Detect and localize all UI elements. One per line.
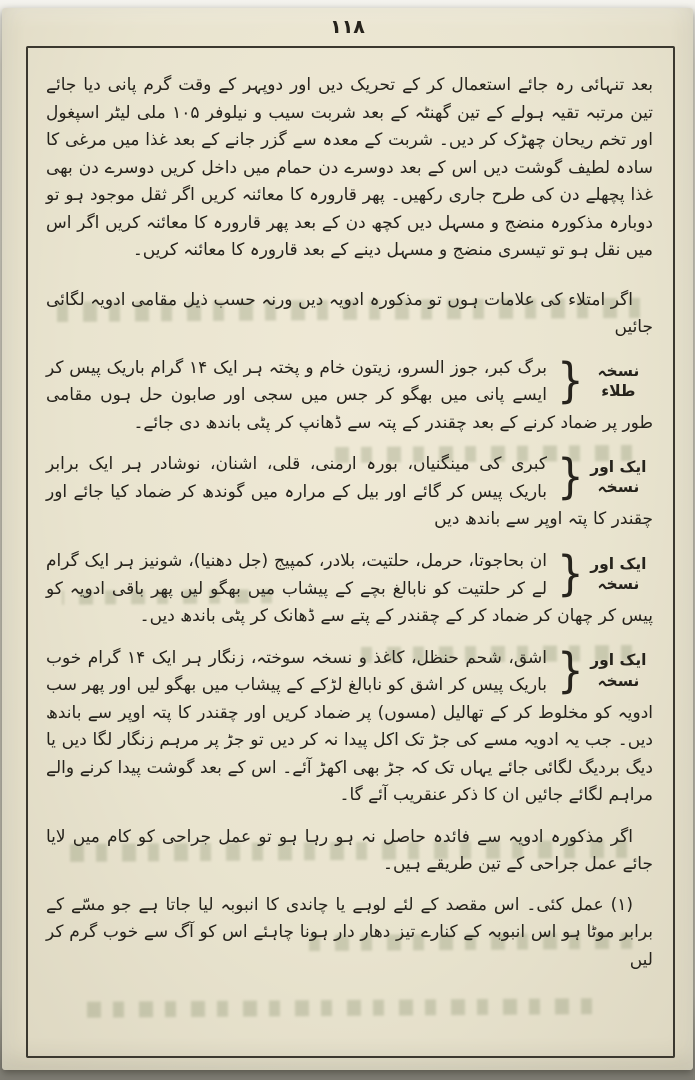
brace-icon: {	[557, 642, 584, 698]
section-label-group	[557, 642, 653, 698]
section-label-group	[557, 451, 653, 503]
prescription-section-tila	[46, 352, 653, 438]
prescription-section-3	[46, 545, 653, 631]
section-label-group	[557, 545, 653, 601]
brace-icon: {	[557, 352, 584, 408]
page-content	[46, 72, 653, 1046]
page-number: ۱۱۸	[330, 16, 365, 38]
local-remedies-paragraph: اگر امتلاء کی علامات ہوں تو مذکورہ ادویہ دیں ورنہ حسب ذیل مقامی ادویہ لگائی جائیں	[46, 289, 653, 338]
method-1-paragraph: (۱) عمل کئی۔ اس مقصد کے لئے لوہے یا چاندی کا انبوبہ لیا جاتا ہے جو مسّے کے برابر موٹا ہو اس انبوبہ کے کنارے تیز دھار دار ہونا چاہئے اس کو آگ سے خوب گرم کر لیں	[46, 894, 653, 970]
section-text: کبری کی مینگنیاں، بورہ ارمنی، قلی، اشنان، نوشادر ہر ایک برابر باریک پیس کر گائے اور بیل کے مرارہ میں گوندھ کر ضماد کیا جائے اور چقندر کا پتہ اوپر سے باندھ دیں	[46, 454, 653, 530]
section-text: اشق، شحم حنظل، کاغذ و نسخہ سوختہ، زنگار ہر ایک ۱۴ گرام خوب باریک پیس کر اشق کو نابالغ لڑکے کے پیشاب میں بھگو لیں اور پھر سب ادویہ کو مخلوط کر کے تھالیل (مسوں) پر ضماد کریں اور چقندر کا پتہ اوپر سے باندھ دیں۔ جب یہ ادویہ مسے کی جڑ تک اکل پیدا نہ کر دیں تو جڑ پر مرہم زنگار لگا دیں یا دیگ بردیگ لگائی جائے یہاں تک کہ جڑ بھی اکھڑ آئے۔ اس کے بعد گوشت پیدا کرنے والے مراہم لگائے جائیں ان کا ذکر عنقریب آئے گا۔	[46, 647, 653, 806]
section-text: ان بحاجوتا، حرمل، حلتیت، بلادر، کمپیج (جل دھنیا)، شونیز ہر ایک گرام لے کر حلتیت کو نابالغ بچے کے پیشاب میں بھگو لیں پھر باقی ادویہ کو پیس کر چھان کر ضماد کر کے چقندر کے پتے سے ڈھانک کر پٹی باندھ دیں۔	[46, 550, 653, 627]
section-label-group	[557, 352, 653, 408]
section-label: ایک اور نسخہ	[590, 651, 647, 690]
section-label: ایک اور نسخہ	[590, 458, 647, 497]
section-label: نسخہ طلاء	[597, 361, 640, 400]
intro-paragraph: بعد تنہائی رہ جائے استعمال کر کے تحریک دیں اور دوپہر کے وقت گرم پانی دیا جائے تین مرتبہ تقیہ ہولے کے تین گھنٹہ کے بعد شربت سیب و نیلوفر ۱۰۵ ملی لیٹر اسپغول اور تخم ریحان چھڑک کر دیں۔ شربت کے معدہ سے گزر جانے کے بعد غذا میں مرغی کا سادہ لطیف گوشت دیں اس کے بعد دوسرے دن حمام میں داخل کریں دوسرے دن بھی غذا پچھلے دن کی طرح جاری رکھیں۔ پھر قارورہ کا معائنہ کریں اگر ثقل موجود ہو تو دوبارہ مذکورہ منضج و مسہل دیں کچھ دن کے بعد پھر قارورہ کا معائنہ کریں اگر اس میں نقل ہو تو تیسری منضج و مسہل دینے کے بعد قارورہ کا معائنہ کریں۔	[46, 75, 653, 261]
section-text: برگ کبر، جوز السرو، زیتون خام و پختہ ہر ایک ۱۴ گرام باریک پیس کر ایسے پانی میں بھگو کر جس میں سجی اور صابون حل ہوں مقامی طور پر ضماد کرنے کے بعد چقندر کے پتہ سے ڈھانپ کر پٹی باندھ دی جائے۔	[46, 357, 653, 433]
paper-sheet	[2, 8, 693, 1070]
brace-icon: {	[557, 449, 584, 505]
brace-icon: {	[557, 545, 584, 601]
prescription-section-2	[46, 451, 653, 534]
section-label: ایک اور نسخہ	[590, 554, 647, 593]
surgery-paragraph: اگر مذکورہ ادویہ سے فائدہ حاصل نہ ہو رہا ہو تو عمل جراحی کو کام میں لایا جائے عمل جراحی کے تین طریقے ہیں۔	[46, 826, 653, 875]
prescription-section-4	[46, 642, 653, 810]
